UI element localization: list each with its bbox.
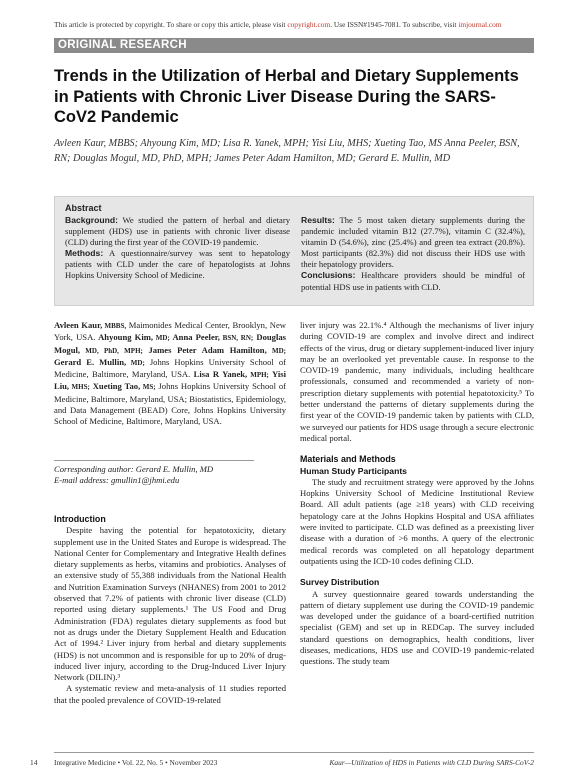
survey-distribution-heading: Survey Distribution (300, 577, 380, 588)
results-label: Results: (301, 215, 335, 225)
journal-info: Integrative Medicine • Vol. 22, No. 5 • November 2023 (54, 758, 218, 767)
subscribe-link[interactable]: imjournal.com (458, 20, 502, 29)
page-number: 14 (30, 758, 38, 767)
right-paragraph-1: liver injury was 22.1%.⁴ Although the mechanisms of liver injury during COVID-19 are complex and involve direct and indirect effects of the virus, drug or dietary supplement-induced liver injury may be an overlooked yet preventable cause. In response to the COVID-19 pandemic, many individuals, including healthcare professionals, consumed and recommended a variety of non-prescription dietary supplements with potential hepatotoxicity.⁵ To better understand the patterns of dietary supplements during the first year of the COVID-19 pandemic taken by patients with CLD, we surveyed our patients for HDS usage through a secure electronic medical portal. (300, 320, 534, 443)
methods-label: Methods: (65, 248, 104, 259)
footer-rule (54, 752, 534, 753)
background-label: Background: (65, 215, 118, 225)
affil-name: Anna Peeler, (169, 332, 220, 343)
affil-degree: MPH; (247, 371, 269, 380)
affil-degree: MS; (140, 383, 156, 392)
affil-degree: MD; (153, 334, 170, 343)
materials-methods-heading: Materials and Methods (300, 454, 396, 465)
intro-paragraph-2: A systematic review and meta-analysis of 11 studies reported that the pooled prevalence of COVID-19-related (54, 683, 286, 705)
introduction-heading: Introduction (54, 514, 106, 524)
affil-degree: MD, PhD, MPH; (80, 346, 143, 355)
results-text: The 5 most taken dietary supplements during the pandemic included vitamin B12 (27.7%), vitamin C (32.4%), vitamin D (54.6%), zinc (25.4%) and green tea extract (20.8%). Most participants (82.3%) did not discuss their HDS use with their hepatology providers. (301, 215, 525, 270)
affil-degree: MBBS, (102, 322, 127, 330)
affil-text: Maimonides Medical Center, Brooklyn, New York, USA. (54, 320, 286, 343)
right-paragraph-2: The study and recruitment strategy were approved by the Johns Hopkins University School of Medicine Institutional Review Board. All adult patients (age ≥18 years) with CLD receiving hepatology care at the Johns Hopkins Hospital and USA affiliates were invited to participate. CLD was defined as a preexisting liver disease with a duration of >6 months. A query of the electronic medical records was completed on all hepatology department outpatients using the ICD-10 codes defining CLD. (300, 476, 534, 566)
copyright-note-text: This article is protected by copyright. To share or copy this article, please visit (54, 20, 288, 29)
right-column (300, 320, 534, 668)
affil-text: Johns Hopkins University School of Medicine, Baltimore, Maryland, USA. (54, 356, 286, 380)
affil-name: Xueting Tao, (89, 381, 141, 392)
affil-name: Yisi Liu, (54, 369, 286, 392)
affil-name: James Peter Adam Hamilton, (142, 344, 267, 355)
affil-degree: BSN, RN; (219, 334, 254, 343)
running-title: Kaur—Utilization of HDS in Patients with CLD During SARS-CoV-2 (329, 758, 534, 767)
abstract-right-column (301, 215, 525, 293)
copyright-note (54, 20, 502, 29)
affil-name: Lisa R Yanek, (190, 369, 248, 380)
copyright-link[interactable]: copyright.com (287, 20, 331, 29)
conclusions-text: Healthcare providers should be mindful of potential HDS use in patients with CLD. (301, 270, 525, 292)
affil-degree: MHS; (69, 383, 90, 392)
abstract-left-column (65, 215, 290, 282)
background-text: We studied the pattern of herbal and dietary supplement (HDS) use in patients with chronic liver disease (CLD) during the first year of the COVID-19 pandemic. (65, 215, 290, 248)
intro-paragraph-1: Despite having the potential for hepatotoxicity, dietary supplement use in the United States and Europe is widespread. The National Center for Complementary and Integrative Health defines dietary supplements as herbs, vitamins and probiotics. Analyses of an extensive study of 55,388 individuals from the National Health and Nutrition Examination Surveys (NHANES) from 2001 to 2012 observed that 7.2% of patients with chronic liver disease (CLD) reported using dietary supplements.¹ The US Food and Drug Administration (FDA) regulates dietary supplements as food but not as drugs under the Dietary Supplement Health and Education Act of 1994.² Liver injury from herbal and dietary supplements (HDS) is not uncommon and is responsible for up to 20% of drug-induced liver injury, according to the Drug-Induced Liver Injury Network (DILIN).³ (54, 525, 286, 683)
corresponding-email[interactable]: E-mail address: gmullin1@jhmi.edu (54, 475, 180, 486)
affil-name: Douglas Mogul, (54, 332, 286, 355)
article-title: Trends in the Utilization of Herbal and Dietary Supplements in Patients with Chronic Liver Disease During the SARS-CoV2 Pandemic (54, 67, 519, 126)
introduction-section (54, 514, 286, 706)
affil-degree: MD; (266, 346, 286, 355)
divider (54, 460, 254, 461)
affil-name: Avleen Kaur, (54, 320, 103, 330)
author-list: Avleen Kaur, MBBS; Ahyoung Kim, MD; Lisa R. Yanek, MPH; Yisi Liu, MHS; Xueting Tao, MS Anna Peeler, BSN, RN; Douglas Mogul, MD, PhD, MPH; James Peter Adam Hamilton, MD; Gerard E. Mullin, MD (54, 138, 520, 164)
corresponding-author (54, 464, 286, 487)
conclusions-label: Conclusions: (301, 270, 356, 281)
affil-text: Johns Hopkins University School of Medicine, Baltimore, Maryland, USA; Biostatistics, Epidemiology, and Data Management (BEAD) Core, Johns Hopkins University School of Medicine, Baltimore, Maryland, USA. (54, 381, 286, 427)
section-banner (54, 38, 534, 53)
affil-degree: MD; (126, 358, 145, 367)
abstract-box (54, 196, 534, 306)
right-paragraph-3: A survey questionnaire geared towards understanding the pattern of dietary supplement use during the COVID-19 pandemic was developed under the guidance of a board-certified nutrition specialist (GEM) and set up in REDCap. The survey included standard questions on demographics, health conditions, liver diseases, medications, HDS use and COVID-19 pandemic-related questions. The study team (300, 588, 534, 667)
affil-name: Ahyoung Kim, (95, 332, 154, 343)
subscribe-note-text: . Use ISSN#1945-7081. To subscribe, visit (330, 20, 459, 29)
methods-text: A questionnaire/survey was sent to hepatology patients with CLD under the care of hepatologists at Johns Hopkins University School of Medicine. (65, 248, 290, 281)
human-participants-heading: Human Study Participants (300, 465, 407, 476)
banner-label: ORIGINAL RESEARCH (58, 39, 187, 51)
affiliations (54, 320, 286, 428)
corresponding-author-name: Corresponding author: Gerard E. Mullin, MD (54, 464, 214, 474)
affil-name: Gerard E. Mullin, (54, 356, 127, 367)
abstract-heading: Abstract (65, 203, 102, 213)
